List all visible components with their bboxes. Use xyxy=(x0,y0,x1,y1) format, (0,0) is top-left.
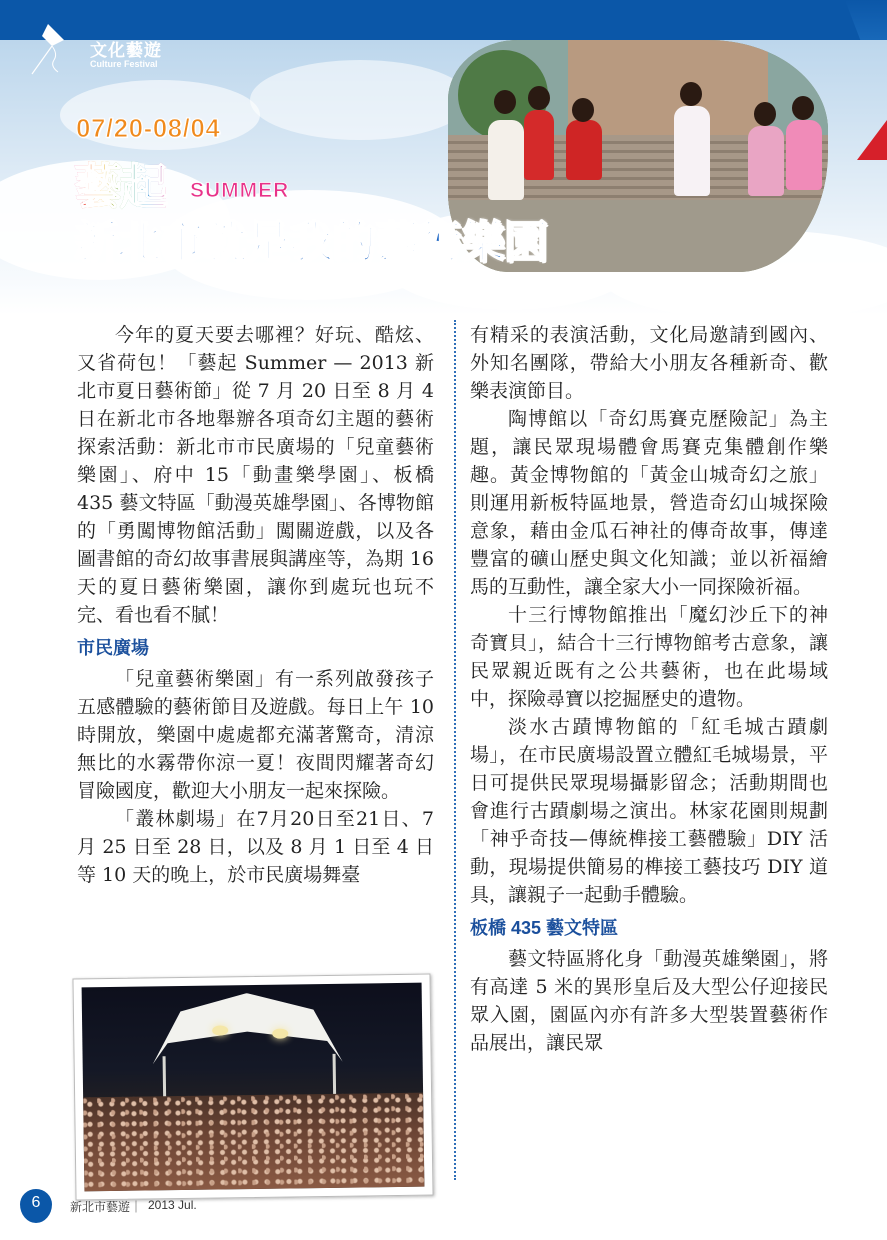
subheading-citizen-plaza: 市民廣場 xyxy=(77,638,149,658)
article-column-right xyxy=(470,321,828,1057)
article-column-left xyxy=(77,321,434,889)
plaza-paragraph-2: 「叢林劇場」在7月20日至21日、7月 25 日至 28 日，以及 8 月 1 日至 4 日等 10 天的晚上，於市民廣場舞臺 xyxy=(77,808,434,886)
child-head xyxy=(494,90,516,114)
white-tent xyxy=(152,992,343,1065)
audience-crowd xyxy=(83,1093,424,1192)
plaza-paragraph-1: 「兒童藝術樂園」有一系列啟發孩子五感體驗的藝術節目及遊戲。每日上午 10 時開放，樂園中處處都充滿著驚奇，清涼無比的水霧帶你涼一夏！夜間閃耀著奇幻冒險國度，歡迎大小朋友一起來探險。 xyxy=(77,668,434,802)
stage-light xyxy=(272,1029,288,1039)
intro-paragraph: 今年的夏天要去哪裡？好玩、酷炫、又省荷包！「藝起 Summer — 2013 新北市夏日藝術節」從 7 月 20 日至 8 月 4 日在新北市各地舉辦各項奇幻主題的藝術探索活動：新北市市民廣場的「兒童藝術樂園」、府中 15「動畫樂學園」、板橋 435 藝文特區「動漫英雄學園」、各博物館的「勇闖博物館活動」闖關遊戲，以及各圖書館的奇幻故事書展與講座等，為期 16 天的夏日藝術樂園，讓你到處玩也玩不完、看也看不膩！ xyxy=(77,324,434,626)
child-figure xyxy=(524,110,554,180)
continued-paragraph: 有精采的表演活動，文化局邀請到國內、外知名團隊，帶給大小朋友各種新奇、歡樂表演節目。 xyxy=(470,324,828,402)
subheading-banqiao-435: 板橋 435 藝文特區 xyxy=(470,918,619,938)
banqiao-paragraph: 藝文特區將化身「動漫英雄樂園」，將有高達 5 米的異形皇后及大型公仔迎接民眾入園，園區內亦有許多大型裝置藝術作品展出，讓民眾 xyxy=(470,948,828,1054)
child-figure xyxy=(786,120,822,190)
section-subtitle: Culture Festival xyxy=(90,59,158,69)
section-title: 文化藝遊 xyxy=(90,41,162,60)
cloud xyxy=(250,60,470,140)
brand-yiqi-logotype: 藝起 xyxy=(74,148,166,217)
article-headline: 新北市就是我的藝術樂園 xyxy=(74,217,547,268)
column-divider xyxy=(454,320,456,1180)
brand-summer-logotype: SUMMER xyxy=(190,179,290,202)
concert-photo-crowd-under-tent xyxy=(82,983,425,1192)
kite-icon xyxy=(28,20,88,76)
child-figure xyxy=(488,120,524,200)
footer-issue-date: 2013 Jul. xyxy=(148,1198,197,1212)
event-date-range: 07/20-08/04 xyxy=(76,113,221,143)
tamsui-museum-paragraph: 淡水古蹟博物館的「紅毛城古蹟劇場」，在市民廣場設置立體紅毛城場景，平日可提供民眾現場攝影留念；活動期間也會進行古蹟劇場之演出。林家花園則規劃「神乎奇技—傳統榫接工藝體驗」DIY 活動，現場提供簡易的榫接工藝技巧 DIY 道具，讓親子一起動手體驗。 xyxy=(470,716,828,906)
section-logo xyxy=(28,16,188,76)
child-head xyxy=(572,98,594,122)
child-head xyxy=(792,96,814,120)
child-figure xyxy=(748,126,784,196)
child-figure xyxy=(566,120,602,180)
child-figure xyxy=(674,106,710,196)
child-head xyxy=(528,86,550,110)
shihsanhang-museum-paragraph: 十三行博物館推出「魔幻沙丘下的神奇寶貝」，結合十三行博物館考古意象，讓民眾親近既有之公共藝術，也在此場域中，探險尋寶以挖掘歷史的遺物。 xyxy=(470,604,828,710)
page-number: 6 xyxy=(31,1194,41,1211)
footer-magazine-name: 新北市藝遊｜ xyxy=(70,1200,143,1214)
child-head xyxy=(754,102,776,126)
child-head xyxy=(680,82,702,106)
concert-photo-frame xyxy=(72,974,433,1201)
ceramics-museum-paragraph: 陶博館以「奇幻馬賽克歷險記」為主題，讓民眾現場體會馬賽克集體創作樂趣。黃金博物館的「黃金山城奇幻之旅」則運用新板特區地景，營造奇幻山城探險意象，藉由金瓜石神社的傳奇故事，傳達豐富的礦山歷史與文化知識；並以祈福繪馬的互動性，讓全家大小一同探險祈福。 xyxy=(470,408,828,598)
